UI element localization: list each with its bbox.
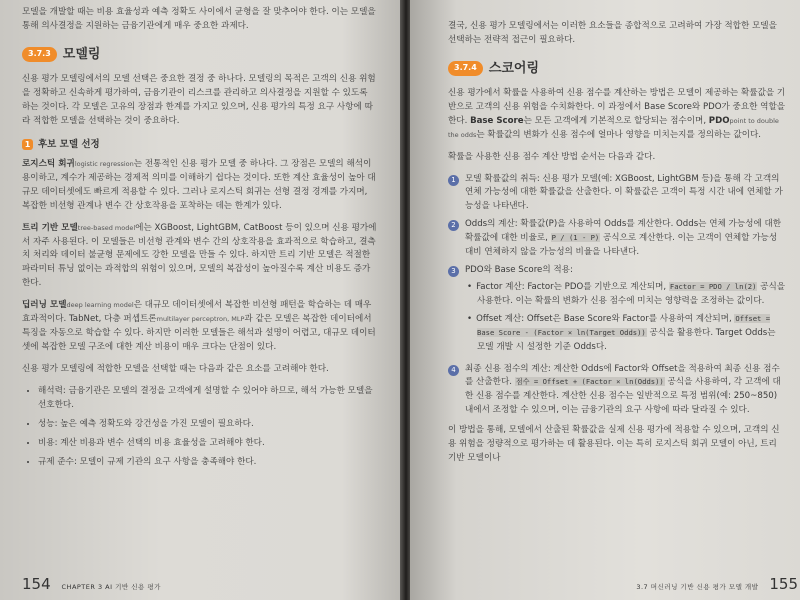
- step-item: [448, 264, 786, 359]
- formula-score: 점수 = Offset + (Factor × ln(Odds)): [515, 377, 664, 387]
- term-pdo: PDO: [708, 115, 730, 126]
- text-tree: 에는 XGBoost, LightGBM, CatBoost 등이 있으며 신용 평가에서 자주 사용된다. 이 모델들은 비선형 관계와 변수 간의 상호작용을 효과적으로 학습하고, 결측치 처리와 데이터 불균형 문제에도 강한 모델을 만들 수 있다. 하지만 트리 기반 모델은 적절한 파라미터 튜닝 없이는 과적합의 위험이 있으며, 모델의 복잡성이 높아질수록 계산 비용도 증가한다.: [22, 222, 377, 289]
- step-text-a: 최종 신용 점수의 계산: 계산한 Odds에 Factor와 Offset을 적용하여 최종 신용 점수를 산출한다.: [465, 363, 780, 388]
- page-number: 155: [769, 574, 798, 593]
- section-title: 스코어링: [488, 60, 540, 76]
- sub-step-text-b: 공식을 활용한다. Target Odds는 모델 개발 시 설정한 기준 Odds다.: [477, 327, 776, 352]
- term-logistic-en: logistic regression: [74, 159, 134, 168]
- section-number-badge: 3.7.4: [448, 61, 483, 76]
- step-number: 2: [448, 220, 459, 231]
- paragraph-logistic: [22, 158, 378, 214]
- paragraph-deep: [22, 299, 378, 355]
- step-text: 모델 확률값의 취득: 신용 평가 모델(예: XGBoost, LightGBM 등)을 통해 각 고객의 연체 가능성에 대한 확률값을 산출한다. 이 확률값은 고객이 특정 시간 내에 연체할 가능성을 나타낸다.: [465, 173, 783, 212]
- sub-step-item: [477, 281, 786, 309]
- step-item: [448, 218, 786, 260]
- step-number: 4: [448, 365, 459, 376]
- considerations-list: [22, 385, 378, 470]
- step-text-b: 공식으로 계산한다. 이는 고객이 연체할 가능성 대비 연체하지 않을 가능성의 비율을 나타낸다.: [465, 233, 778, 258]
- step-text: [465, 264, 786, 359]
- closing-paragraph: 이 방법을 통해, 모델에서 산출된 확률값을 실제 신용 평가에 적용할 수 있으며, 고객의 신용 위험을 정량적으로 평가하는 데 활용된다. 이는 특히 로지스틱 회귀 모델이 아닌, 트리 기반 모델이나: [448, 425, 780, 464]
- step-text-a: Odds의 계산: 확률값(P)을 사용하여 Odds를 계산한다. Odds는 연체 가능성에 대한 확률값에 대한 비율로,: [465, 219, 782, 244]
- text-deep-2: 과 같은 모델은 복잡한 데이터에서 특징을 자동으로 학습할 수 있다. 하지만 이러한 모델들은 해석과 설명이 어렵고, 대규모 데이터셋에 복잡한 모델 구조에 대한 계산 비용이 매우 크다는 단점이 있다.: [22, 314, 376, 353]
- term-mlp-en: multilayer perceptron, MLP: [156, 315, 245, 324]
- step-number: 1: [448, 175, 459, 186]
- section-number-badge: 3.7.3: [22, 47, 57, 62]
- steps-intro: 확률을 사용한 신용 점수 계산 방법 순서는 다음과 같다.: [448, 151, 656, 162]
- term-tree: 트리 기반 모델: [22, 222, 78, 233]
- text-logistic: 는 전통적인 신용 평가 모델 중 하나다. 그 장점은 모델의 해석이 용이하고, 계수가 제공하는 경제적 의미를 이해하기 쉽다는 것이다. 또한 계산 효율성이 높아 대규모 데이터셋에도 빠르게 적용할 수 있다. 그러나 로지스틱 회귀는 선형 결정 경계를 가지며, 복잡한 비선형 관계나 변수 간 상호작용을 포착하는 데는 한계가 있다.: [22, 158, 376, 211]
- chapter-label: CHAPTER 3 AI 기반 신용 평가: [61, 582, 161, 591]
- subsection-number-badge: 1: [22, 139, 33, 150]
- intro-paragraph: 결국, 신용 평가 모델링에서는 이러한 요소들을 종합적으로 고려하여 가장 적합한 모델을 선택하는 전략적 접근이 필요하다.: [448, 21, 777, 45]
- section-body: 신용 평가 모델링에서의 모델 선택은 중요한 결정 중 하나다. 모델링의 목적은 고객의 신용 위험을 정확하고 신속하게 평가하여, 금융기관이 리스크를 관리하고 의사결정을 지원할 수 있도록 하는 것이다. 각 모델은 고유의 장점과 한계를 가지고 있으며, 신용 평가의 특정 요구 사항에 따라 적합한 모델을 선택하는 것이 중요하다.: [22, 73, 376, 126]
- step-item: [448, 363, 786, 419]
- list-item: • 규제 준수: 모델이 규제 기관의 요구 사항을 충족해야 한다.: [38, 456, 378, 470]
- left-footer: [22, 572, 161, 596]
- term-base-score: Base Score: [470, 115, 524, 126]
- steps-list: [448, 173, 786, 419]
- text-deep: 은 대규모 데이터셋에서 복잡한 비선형 패턴을 학습하는 데 매우 효과적이다. TabNet, 다층 퍼셉트론: [22, 300, 372, 325]
- step-text-b: 공식을 사용하여, 각 고객에 대한 신용 점수를 계산한다. 계산한 신용 점수는 일반적으로 특정 범위(예: 250~850) 내에서 조정할 수 있으며, 이는 금융기관의 요구 사항에 따라 달라질 수 있다.: [465, 377, 781, 416]
- formula-odds: P / (1 - P): [551, 233, 600, 243]
- page-number: 154: [22, 574, 51, 593]
- term-deep-en: deep learning model: [66, 301, 134, 310]
- section-title: 모델링: [62, 46, 101, 62]
- paragraph-tree: [22, 222, 378, 292]
- step-text: [465, 363, 786, 419]
- right-page: [410, 0, 800, 600]
- step-heading: PDO와 Base Score의 적용:: [465, 265, 573, 276]
- sub-step-item: [477, 313, 786, 355]
- term-deep: 딥러닝 모델: [22, 300, 67, 311]
- formula-offset: Offset = Base Score - (Factor × ln(Target Odds)): [477, 313, 771, 337]
- scoring-body: [448, 87, 786, 143]
- scoring-body-3: 는 확률값의 변화가 신용 점수에 얼마나 영향을 미치는지를 정의하는 값이다.: [476, 129, 762, 140]
- term-pdo-en: point to double the odds: [448, 116, 779, 139]
- sub-step-text-b: 공식을 사용한다. 이는 확률의 변화가 신용 점수에 미치는 영향력을 조정하는 값이다.: [477, 281, 786, 306]
- subsection-title: 후보 모델 선정: [38, 138, 100, 150]
- sub-step-text-a: Offset 계산: Offset은 Base Score와 Factor를 사용하여 계산되며,: [476, 313, 735, 324]
- term-tree-en: tree-based model: [77, 223, 136, 232]
- right-footer: [636, 572, 798, 596]
- chapter-label: 3.7 머신러닝 기반 신용 평가 모델 개발: [636, 582, 759, 591]
- section-heading: [448, 58, 786, 79]
- step-item: [448, 173, 786, 215]
- considerations-intro: 신용 평가 모델링에 적합한 모델을 선택할 때는 다음과 같은 요소를 고려해야 한다.: [22, 363, 329, 374]
- scoring-body-1: 신용 평가에서 확률을 사용하여 신용 점수를 계산하는 방법은 모델이 제공하는 확률값을 기반으로 고객의 신용 위험을 수치화한다. 이 과정에서 Base Score와 PDO가 중요한 역할을 한다.: [448, 87, 786, 126]
- list-item: • 해석력: 금융기관은 모델의 결정을 고객에게 설명할 수 있어야 하므로, 해석 가능한 모델을 선호한다.: [38, 385, 378, 413]
- scoring-body-2: 는 모든 고객에게 기본적으로 할당되는 점수이며,: [523, 115, 707, 126]
- sub-step-text-a: Factor 계산: Factor는 PDO를 기반으로 계산되며,: [476, 281, 669, 292]
- section-heading: [22, 44, 378, 65]
- intro-paragraph: 모델을 개발할 때는 비용 효율성과 예측 정확도 사이에서 균형을 잘 맞추어야 한다. 이는 모델을 통해 의사결정을 지원하는 금융기관에게 매우 중요한 과제다.: [22, 7, 376, 31]
- list-item: • 비용: 계산 비용과 변수 선택의 비용 효율성을 고려해야 한다.: [38, 437, 378, 451]
- step-text: [465, 218, 786, 260]
- list-item: • 성능: 높은 예측 정확도와 강건성을 가진 모델이 필요하다.: [38, 418, 378, 432]
- term-logistic: 로지스틱 회귀: [22, 158, 75, 169]
- sub-step-list: [465, 281, 786, 355]
- formula-factor: Factor = PDO / ln(2): [669, 281, 757, 291]
- subsection-heading: [22, 137, 378, 152]
- step-number: 3: [448, 266, 459, 277]
